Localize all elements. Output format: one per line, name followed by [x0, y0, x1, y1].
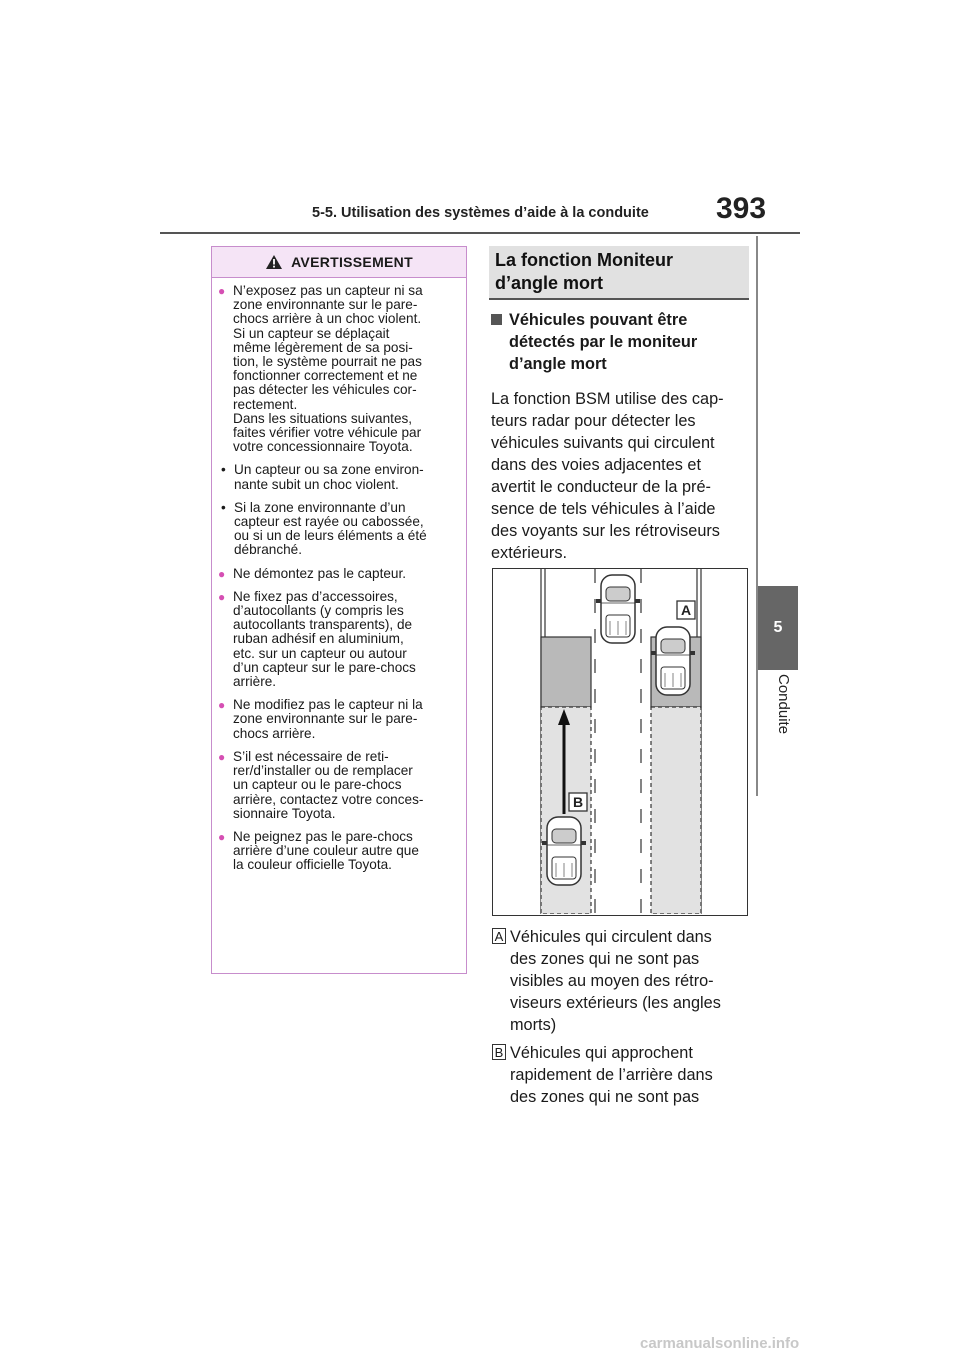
- section-title: [489, 246, 749, 300]
- body-line: La fonction BSM utilise des cap-: [491, 390, 724, 408]
- text-line: arrière, contactez votre conces-: [233, 791, 424, 807]
- page-number: 393: [716, 192, 767, 225]
- bullet-dot-icon: ●: [218, 284, 226, 298]
- warning-item: [218, 830, 456, 873]
- body-line: sence de tels véhicules à l’aide: [491, 500, 716, 518]
- bullet-dot-icon: ●: [218, 566, 226, 581]
- warning-item: [218, 567, 456, 581]
- text-line: ruban adhésif en aluminium,: [233, 631, 404, 647]
- text-line: ou si un de leurs éléments a été: [234, 528, 427, 544]
- figure-label-a: A: [680, 602, 692, 618]
- text-line: capteur est rayée ou cabossée,: [234, 514, 424, 530]
- text-line: Si la zone environnante d’un: [234, 499, 406, 515]
- text-line: même légèrement de sa posi-: [233, 339, 413, 355]
- approaching-vehicle: [542, 817, 586, 885]
- warning-box: [211, 246, 467, 974]
- body-line: véhicules suivants qui circulent: [491, 434, 715, 452]
- warning-body: [212, 278, 466, 873]
- figure-label-b: B: [572, 794, 584, 810]
- text-line: rectement.: [233, 396, 298, 412]
- road-illustration: [493, 569, 746, 914]
- legend-line: visibles au moyen des rétro-: [510, 972, 714, 990]
- subheading-line: d’angle mort: [509, 355, 607, 373]
- text-line: votre concessionnaire Toyota.: [233, 439, 413, 455]
- bullet-dot-icon: ●: [218, 589, 226, 604]
- chapter-tab-label: Conduite: [775, 674, 792, 735]
- section-title-line: La fonction Moniteur: [495, 250, 673, 270]
- body-paragraph: [491, 388, 751, 564]
- subheading: [491, 309, 749, 375]
- header-rule: [160, 232, 800, 234]
- text-line: pas détecter les véhicules cor-: [233, 382, 417, 398]
- bullet-dash: •: [221, 462, 226, 478]
- text-line: tion, le système pourrait ne pas: [233, 354, 422, 370]
- subheading-line: détectés par le moniteur: [509, 333, 698, 351]
- legend-line: viseurs extérieurs (les angles: [510, 994, 721, 1012]
- text-line: un capteur ou le pare-chocs: [233, 777, 402, 793]
- text-line: Un capteur ou sa zone environ-: [234, 462, 424, 478]
- text-line: Dans les situations suivantes,: [233, 410, 413, 426]
- body-line: teurs radar pour détecter les: [491, 412, 696, 430]
- text-line: la couleur officielle Toyota.: [233, 857, 392, 873]
- text-line: arrière d’une couleur autre que: [233, 843, 419, 859]
- bullet-dot-icon: ●: [218, 749, 226, 764]
- body-line: extérieurs.: [491, 544, 568, 562]
- body-line: des voyants sur les rétroviseurs: [491, 522, 720, 540]
- text-line: débranché.: [234, 542, 303, 558]
- text-line: arrière.: [233, 674, 277, 690]
- text-line: Ne démontez pas le capteur.: [233, 565, 407, 581]
- legend-a: [492, 926, 754, 1036]
- text-line: N’exposez pas un capteur ni sa: [233, 283, 423, 298]
- warning-triangle-icon: [265, 254, 283, 270]
- text-line: S’il est nécessaire de reti-: [233, 748, 389, 764]
- text-line: d’autocollants (y compris les: [233, 603, 404, 619]
- legend-line: rapidement de l’arrière dans: [510, 1066, 713, 1084]
- side-rule: [756, 236, 758, 796]
- legend-line: des zones qui ne sont pas: [510, 950, 700, 968]
- text-line: rer/d’installer ou de remplacer: [233, 763, 413, 779]
- warning-subitem: [218, 501, 456, 558]
- legend-line: des zones qui ne sont pas: [510, 1088, 700, 1106]
- blind-spot-diagram: [492, 568, 748, 916]
- text-line: d’un capteur sur le pare-chocs: [233, 659, 416, 675]
- legend-key-a: A: [492, 928, 506, 944]
- text-line: chocs arrière à un choc violent.: [233, 311, 422, 327]
- section-title-line: d’angle mort: [495, 273, 604, 293]
- subheading-line: Véhicules pouvant être: [509, 311, 688, 329]
- text-line: zone environnante sur le pare-: [233, 297, 418, 313]
- text-line: autocollants transparents), de: [233, 617, 413, 633]
- blind-spot-vehicle: [651, 627, 695, 695]
- text-line: Ne fixez pas d’accessoires,: [233, 588, 398, 604]
- text-line: Si un capteur se déplaçait: [233, 325, 390, 341]
- warning-item: [218, 750, 456, 821]
- text-line: sionnaire Toyota.: [233, 805, 336, 821]
- warning-item: [218, 698, 456, 741]
- legend-line: Véhicules qui circulent dans: [510, 928, 712, 946]
- bullet-dot-icon: ●: [218, 829, 226, 844]
- legend-line: morts): [510, 1016, 557, 1034]
- legend-key-b: B: [492, 1044, 506, 1060]
- warning-title: AVERTISSEMENT: [291, 254, 413, 270]
- warning-item: [218, 590, 456, 689]
- legend-line: Véhicules qui approchent: [510, 1044, 693, 1062]
- square-bullet-icon: [491, 314, 502, 325]
- text-line: nante subit un choc violent.: [234, 476, 399, 492]
- text-line: fonctionner correctement et ne: [233, 368, 418, 384]
- text-line: zone environnante sur le pare-: [233, 711, 418, 727]
- text-line: chocs arrière.: [233, 725, 316, 741]
- warning-header: [212, 247, 466, 278]
- warning-subitem: [218, 463, 456, 491]
- text-line: Ne peignez pas le pare-chocs: [233, 828, 413, 844]
- body-line: avertit le conducteur de la pré-: [491, 478, 711, 496]
- chapter-header: 5-5. Utilisation des systèmes d’aide à la conduite: [312, 205, 649, 221]
- warning-item: [218, 284, 456, 454]
- own-vehicle: [596, 575, 640, 643]
- legend-b: [492, 1042, 754, 1108]
- text-line: faites vérifier votre véhicule par: [233, 425, 422, 441]
- text-line: etc. sur un capteur ou autour: [233, 645, 407, 661]
- bullet-dash: •: [221, 499, 226, 515]
- chapter-tab[interactable]: 5: [758, 586, 798, 670]
- bullet-dot-icon: ●: [218, 698, 226, 713]
- body-line: dans des voies adjacentes et: [491, 456, 701, 474]
- watermark: carmanualsonline.info: [640, 1335, 800, 1352]
- text-line: Ne modifiez pas le capteur ni la: [233, 697, 423, 713]
